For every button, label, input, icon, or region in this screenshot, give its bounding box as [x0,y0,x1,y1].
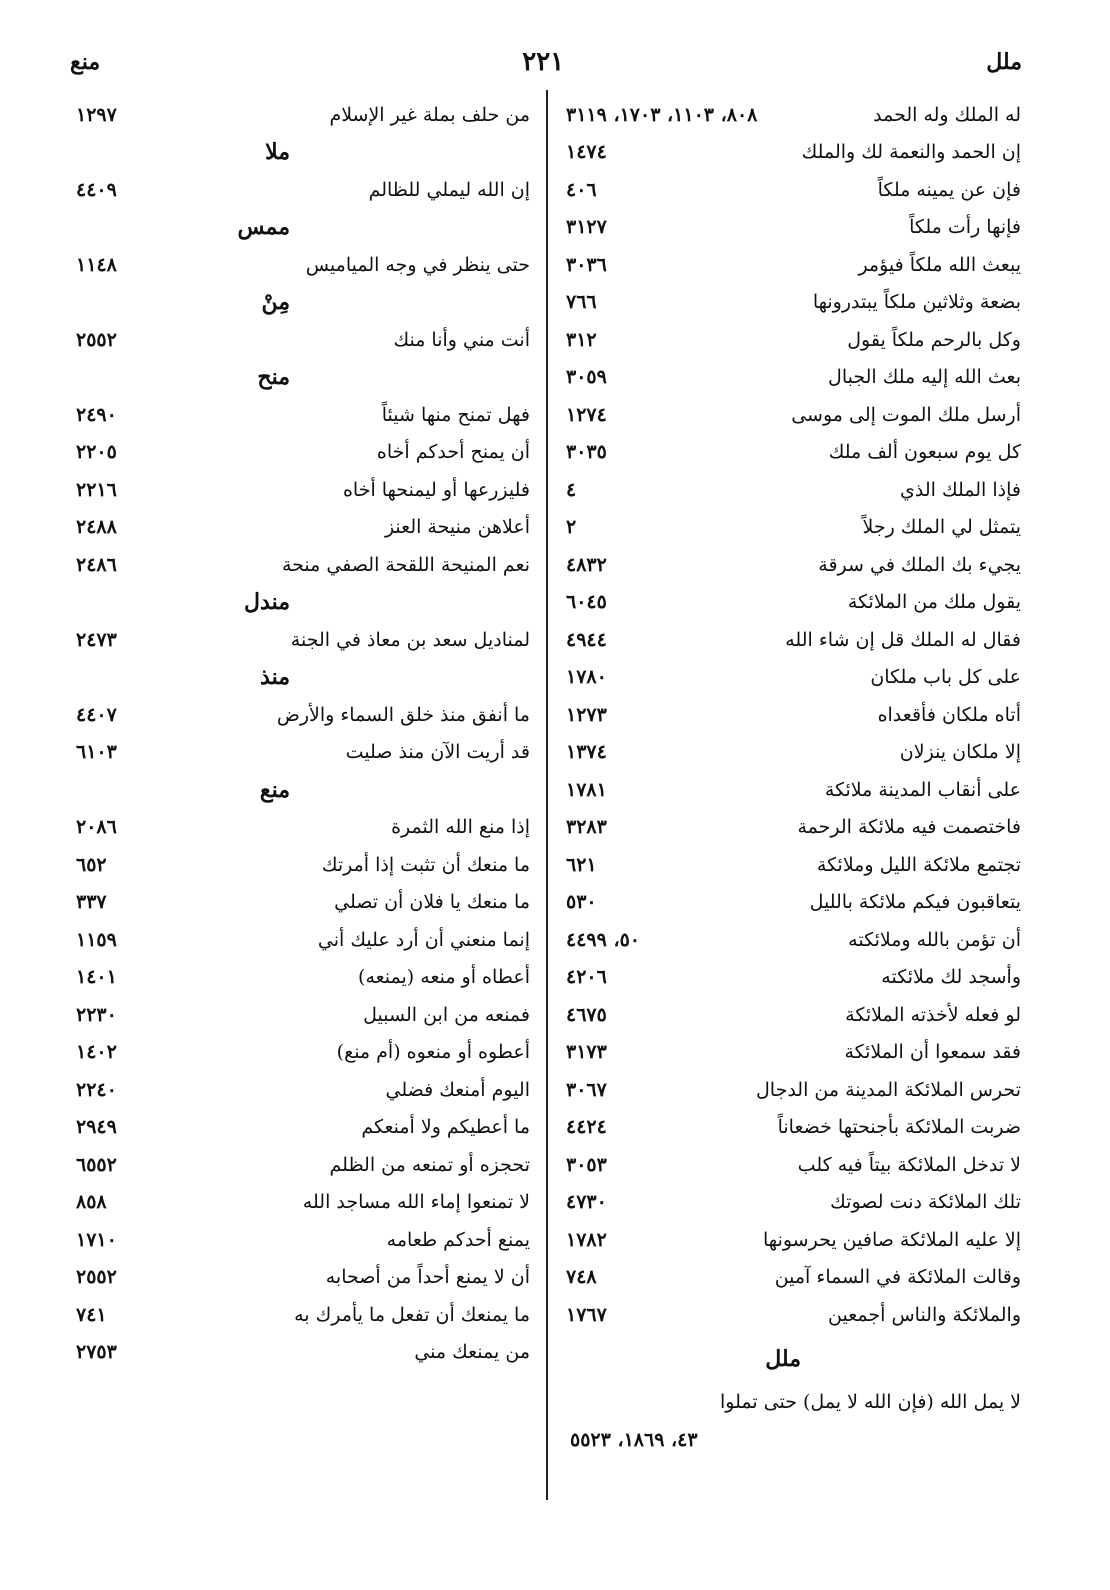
entry-text: يمنع أحدكم طعامه [386,1228,530,1251]
index-entry [566,1384,1021,1422]
index-entry [76,96,530,134]
entry-text: تحرس الملائكة المدينة من الدجال [756,1078,1021,1101]
index-entry [566,1184,1021,1222]
index-entry [566,771,1021,809]
entry-heading [76,209,530,247]
index-entry [76,959,530,997]
index-entry [76,884,530,922]
entry-text: أتاه ملكان فأقعداه [877,703,1021,726]
entry-heading [76,584,530,622]
entry-text: كل يوم سبعون ألف ملك [828,441,1021,464]
entry-reference-number: ٦١٠٣ [76,741,117,764]
index-entry [566,621,1021,659]
entry-text: والملائكة والناس أجمعين [828,1303,1021,1326]
index-entry [566,884,1021,922]
entry-reference-number: ٨٠٨، ١١٠٣، ١٧٠٣، ٣١١٩ [566,103,758,126]
entry-text: إذا منع الله الثمرة [391,816,530,839]
entry-reference-number: ٣١٢ [566,328,597,351]
index-entry [76,1259,530,1297]
entry-reference-number: ١٢٧٣ [566,703,607,726]
entry-reference-number: ٢٤٨٨ [76,516,117,539]
entry-reference-number: ١٤٠٢ [76,1041,117,1064]
index-entry [566,584,1021,622]
index-entry [76,471,530,509]
entry-reference-number: ٤٠٦ [566,178,597,201]
index-entry [566,509,1021,547]
entry-text: أن لا يمنع أحداً من أصحابه [325,1266,530,1289]
heading-text: مندل [244,589,290,616]
entry-reference-number: ١٧٨١ [566,778,607,801]
entry-reference-number: ٣٢٨٣ [566,816,607,839]
index-entry [566,1109,1021,1147]
index-entry [76,434,530,472]
index-entry [76,246,530,284]
index-entry [566,546,1021,584]
index-entry [566,1259,1021,1297]
index-entry [566,96,1021,134]
right-column [566,96,1021,1459]
index-entry [76,1221,530,1259]
entry-reference-number: ٢٢١٦ [76,478,117,501]
entry-reference-number: ٦٥٢ [76,853,107,876]
entry-reference-number: ٣٠٥٩ [566,366,607,389]
entry-text: ما منعك يا فلان أن تصلي [334,891,530,914]
entry-reference-number: ١٢٩٧ [76,103,117,126]
index-entry [566,996,1021,1034]
entry-text: على كل باب ملكان [870,666,1021,689]
index-entry [76,921,530,959]
entry-text: بعث الله إليه ملك الجبال [828,366,1021,389]
entry-reference-number: ٢٢٤٠ [76,1078,117,1101]
entry-reference-number: ٤٤٠٩ [76,178,117,201]
index-entry [76,846,530,884]
entry-heading [76,771,530,809]
entry-reference-number: ١٢٧٤ [566,403,607,426]
entry-heading [566,1334,1021,1384]
entry-reference-number: ٢ [566,516,577,539]
entry-reference-number: ٣٠٦٧ [566,1078,607,1101]
entry-text: وأسجد لك ملائكته [881,966,1021,989]
index-entry [76,809,530,847]
entry-heading [76,659,530,697]
entry-reference-number: ٤٤٢٤ [566,1116,607,1139]
index-entry [566,284,1021,322]
entry-reference-number: ٦٥٥٢ [76,1153,117,1176]
index-entry [76,546,530,584]
entry-reference-number: ٥٠، ٤٤٩٩ [566,928,640,951]
entry-text: يتعاقبون فيكم ملائكة بالليل [809,891,1021,914]
right-headword: ملل [986,49,1022,75]
entry-reference-number: ٣٠٥٣ [566,1153,607,1176]
entry-text: تحجزه أو تمنعه من الظلم [329,1153,530,1176]
entry-text: لمناديل سعد بن معاذ في الجنة [290,628,530,651]
entry-reference-number: ١٧٦٧ [566,1303,607,1326]
index-entry [566,809,1021,847]
entry-text: يجيء بك الملك في سرقة [818,553,1021,576]
index-entry [76,509,530,547]
entry-reference-number: ٥٣٠ [566,891,597,914]
entry-heading [76,284,530,322]
entry-heading [76,359,530,397]
entry-text: يقول ملك من الملائكة [847,591,1021,614]
heading-text: ملا [265,139,290,166]
entry-text: ما أعطيكم ولا أمنعكم [361,1116,530,1139]
entry-reference-number: ٣١٧٣ [566,1041,607,1064]
index-entry [566,1071,1021,1109]
index-entry [76,996,530,1034]
column-divider [546,90,548,1500]
entry-text: أرسل ملك الموت إلى موسى [791,403,1021,426]
entry-reference-number: ٤ [566,478,577,501]
index-entry [76,1146,530,1184]
entry-reference-number: ٦٢١ [566,853,597,876]
entry-reference-number: ٧٤١ [76,1303,107,1326]
heading-text: منح [257,364,290,391]
entry-text: فإنها رأت ملكاً [909,216,1021,239]
entry-text: ما يمنعك أن تفعل ما يأمرك به [294,1303,530,1326]
entry-text: أعطاه أو منعه (يمنعه) [358,966,530,989]
index-entry [76,1334,530,1372]
index-entry [566,921,1021,959]
entry-text: من يمنعك مني [414,1341,530,1364]
entry-text: بضعة وثلاثين ملكاً يبتدرونها [812,291,1021,314]
entry-text: أعطوه أو منعوه (أم منع) [336,1041,530,1064]
entry-text: إلا ملكان ينزلان [899,741,1021,764]
entry-text: له الملك وله الحمد [873,103,1021,126]
entry-reference-number: ٣٠٣٥ [566,441,607,464]
entry-text: لا تمنعوا إماء الله مساجد الله [302,1191,530,1214]
index-entry [566,1221,1021,1259]
index-entry [566,246,1021,284]
index-entry [566,959,1021,997]
entry-text: إلا عليه الملائكة صافين يحرسونها [763,1228,1021,1251]
index-entry [566,471,1021,509]
entry-reference-number: ٤٢٠٦ [566,966,607,989]
entry-reference-number: ١٤٧٤ [566,141,607,164]
heading-text: ممس [237,214,290,241]
entry-reference-number: ٨٥٨ [76,1191,107,1214]
entry-text: فقد سمعوا أن الملائكة [844,1041,1021,1064]
entry-text: فإذا الملك الذي [900,478,1021,501]
index-entry [76,621,530,659]
entry-text: فليزرعها أو ليمنحها أخاه [342,478,530,501]
entry-text: ما منعك أن تثبت إذا أمرتك [321,853,530,876]
heading-text: منع [259,776,290,803]
index-entry [566,209,1021,247]
entry-reference-number: ٤٨٣٢ [566,553,607,576]
heading-text: منذ [260,664,290,691]
entry-reference-number: ١٧٨٠ [566,666,607,689]
index-entry [76,396,530,434]
entry-text: إنما منعني أن أرد عليك أني [317,928,530,951]
index-entry [566,1421,1021,1459]
entry-reference-number: ١٣٧٤ [566,741,607,764]
index-entry [76,171,530,209]
entry-reference-number: ٢٩٤٩ [76,1116,117,1139]
heading-text: مِنْ [261,289,290,316]
entry-text: أن تؤمن بالله وملائكته [848,928,1021,951]
index-entry [76,321,530,359]
index-entry [76,1034,530,1072]
index-entry [566,359,1021,397]
left-column [76,96,530,1371]
entry-text: وكل بالرحم ملكاً يقول [847,328,1021,351]
index-entry [566,734,1021,772]
entry-text: فإن عن يمينه ملكاً [877,178,1021,201]
entry-text: فاختصمت فيه ملائكة الرحمة [797,816,1021,839]
index-entry [76,1296,530,1334]
entry-reference-number: ٢٤٨٦ [76,553,117,576]
entry-text: فقال له الملك قل إن شاء الله [785,628,1021,651]
entry-text: لا تدخل الملائكة بيتاً فيه كلب [797,1153,1021,1176]
index-entry [566,696,1021,734]
entry-reference-number: ٦٠٤٥ [566,591,607,614]
index-entry [566,846,1021,884]
entry-reference-number: ٢٢٠٥ [76,441,117,464]
page-number: ٢٢١ [522,47,565,77]
entry-reference-number: ١٧١٠ [76,1228,117,1251]
entry-reference-number: ٤٩٤٤ [566,628,607,651]
entry-text: على أنقاب المدينة ملائكة [824,778,1021,801]
index-entry [76,734,530,772]
heading-text: ملل [765,1345,801,1372]
entry-reference-number: ٢٧٥٣ [76,1341,117,1364]
entry-reference-number: ٣٠٣٦ [566,253,607,276]
entry-reference-number: ٢٤٩٠ [76,403,117,426]
index-entry [566,396,1021,434]
index-entry [566,134,1021,172]
entry-reference-number: ٧٤٨ [566,1266,597,1289]
entry-text: إن الله ليملي للظالم [368,178,530,201]
entry-text: أعلاهن منيحة العنز [384,516,530,539]
entry-reference-number: ٣١٢٧ [566,216,607,239]
entry-text: حتى ينظر في وجه المياميس [305,253,530,276]
index-entry [566,1146,1021,1184]
entry-text: ضربت الملائكة بأجنحتها خضعاناً [777,1116,1021,1139]
entry-reference-number: ١٧٨٢ [566,1228,607,1251]
index-entry [566,1034,1021,1072]
index-entry [76,1071,530,1109]
entry-reference-number: ٤٤٠٧ [76,703,117,726]
entry-reference-number: ١١٤٨ [76,253,117,276]
entry-text: فهل تمنح منها شيئاً [381,403,530,426]
entry-text: إن الحمد والنعمة لك والملك [801,141,1021,164]
entry-text: ما أنفق منذ خلق السماء والأرض [276,703,530,726]
entry-text: وقالت الملائكة في السماء آمين [774,1266,1021,1289]
entry-text: يبعث الله ملكاً فيؤمر [858,253,1021,276]
index-entry [76,1109,530,1147]
entry-text: أنت مني وأنا منك [393,328,530,351]
entry-reference-number: ٣٣٧ [76,891,107,914]
left-headword: منع [70,49,101,75]
entry-heading [76,134,530,172]
entry-text: قد أريت الآن منذ صليت [345,741,530,764]
entry-reference-number: ٤٣، ١٨٦٩، ٥٥٢٣ [570,1428,698,1451]
entry-reference-number: ٤٧٣٠ [566,1191,607,1214]
entry-reference-number: ٢٥٥٢ [76,328,117,351]
index-entry [566,321,1021,359]
index-entry [566,434,1021,472]
entry-reference-number: ١١٥٩ [76,928,117,951]
entry-text: تجتمع ملائكة الليل وملائكة [816,853,1021,876]
entry-text: لا يمل الله (فإن الله لا يمل) حتى تملوا [719,1391,1021,1414]
entry-reference-number: ٢٥٥٢ [76,1266,117,1289]
entry-text: فمنعه من ابن السبيل [363,1003,530,1026]
entry-reference-number: ٢٢٣٠ [76,1003,117,1026]
entry-reference-number: ١٤٠١ [76,966,117,989]
entry-text: تلك الملائكة دنت لصوتك [830,1191,1021,1214]
page-header [70,40,1022,84]
entry-text: اليوم أمنعك فضلي [385,1078,530,1101]
index-entry [566,171,1021,209]
entry-text: لو فعله لأخذته الملائكة [845,1003,1021,1026]
entry-reference-number: ٢٤٧٣ [76,628,117,651]
index-entry [76,1184,530,1222]
index-entry [566,659,1021,697]
entry-reference-number: ٢٠٨٦ [76,816,117,839]
entry-text: يتمثل لي الملك رجلاً [862,516,1021,539]
entry-reference-number: ٧٦٦ [566,291,597,314]
index-entry [566,1296,1021,1334]
entry-text: من حلف بملة غير الإسلام [329,103,530,126]
entry-text: نعم المنيحة اللقحة الصفي منحة [281,553,530,576]
index-entry [76,696,530,734]
entry-reference-number: ٤٦٧٥ [566,1003,607,1026]
entry-text: أن يمنح أحدكم أخاه [376,441,530,464]
